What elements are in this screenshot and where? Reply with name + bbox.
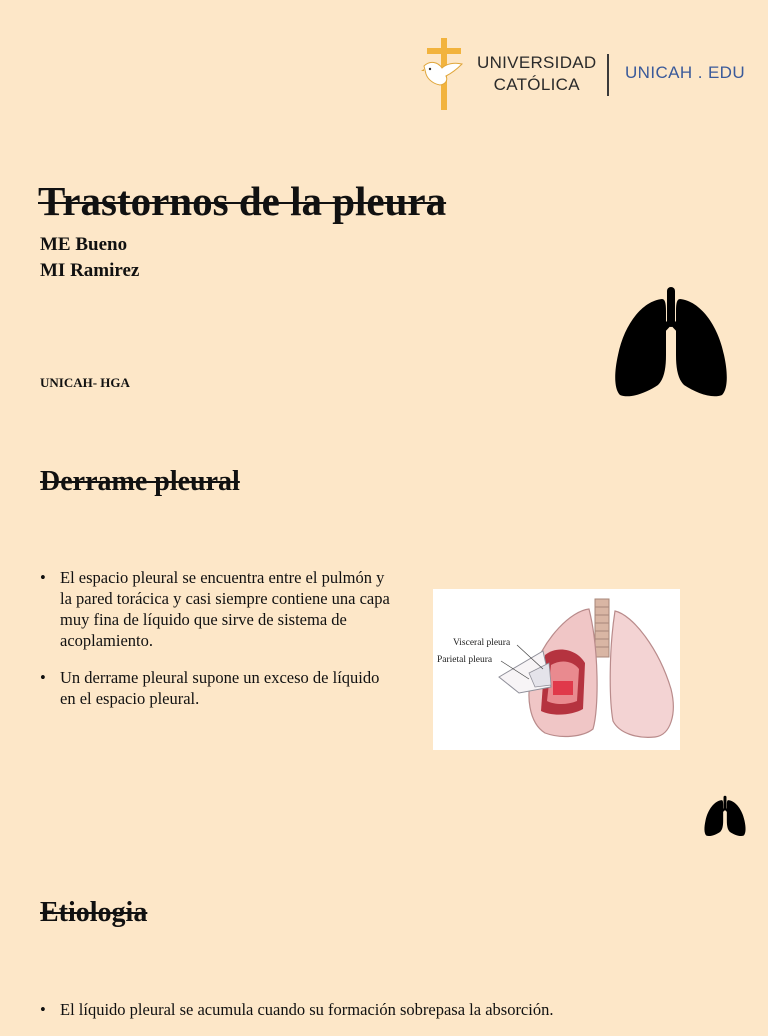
parietal-pleura-label: Parietal pleura (437, 655, 493, 665)
lung-anatomy-image (433, 589, 680, 750)
author-2: MI Ramirez (40, 260, 140, 281)
authors (40, 232, 139, 284)
pleura-illustration (433, 589, 680, 750)
page-title: Trastornos de la pleura (38, 178, 447, 224)
lungs-icon (702, 795, 748, 837)
section-title-derrame: Derrame pleural (40, 466, 240, 497)
logo-line-2: CATÓLICA (493, 75, 580, 94)
logo-line-1: UNIVERSIDAD (477, 53, 597, 72)
author-1: ME Bueno (40, 234, 128, 255)
institution: UNICAH- HGA (40, 375, 130, 390)
cross-dove-icon (420, 36, 468, 112)
university-name (477, 52, 597, 96)
logo-divider (607, 54, 609, 96)
lungs-icon (612, 285, 730, 399)
section-title-etiologia: Etiologia (40, 897, 148, 928)
list-item: • El espacio pleural se encuentra entre el pulmón y la pared torácica y casi siempre contiene una capa muy fina de líquido que sirve de sistema de acoplamiento. (40, 567, 395, 651)
university-logo (420, 36, 750, 112)
bullet-list (40, 999, 740, 1036)
list-item: • El líquido pleural se acumula cuando su formación sobrepasa la absorción. (40, 999, 740, 1020)
list-item: • Un derrame pleural supone un exceso de líquido en el espacio pleural. (40, 667, 395, 709)
bullet-list (40, 567, 395, 725)
website-label: UNICAH . EDU (625, 63, 746, 82)
visceral-pleura-label: Visceral pleura (453, 638, 511, 648)
